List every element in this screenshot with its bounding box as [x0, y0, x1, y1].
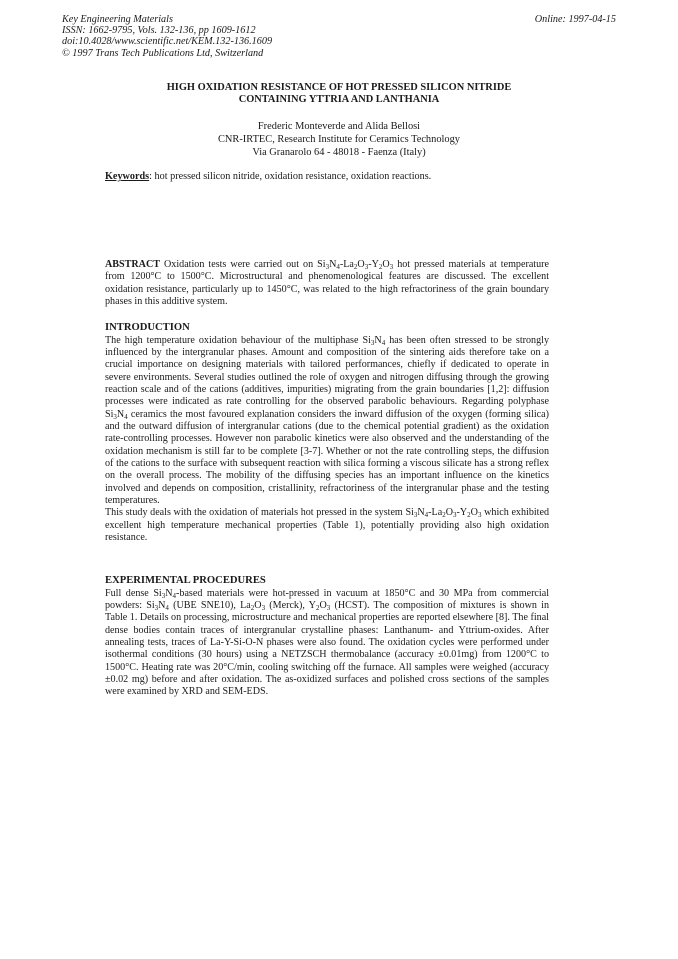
paper-title — [0, 82, 678, 106]
experimental-section — [105, 575, 549, 699]
introduction-paragraph-1: The high temperature oxidation behaviour of the multiphase $Si_3N_4$ has been often stressed to be strongly influenced by the intergranular phases. Amount and composition of the sintering aids therefore take on a crucial importance on designing materials with tailored performances, chiefly if dedicated to operate in severe environments. Several studies outlined the role of oxygen and nitrogen diffusing through the growing reaction scale and of the cations (additives, impurities) migrating from the grain boundaries [1,2]: diffusion processes were indicated as rate controlling for the observed parabolic behaviours. Regarding polyphase $Si_3N_4$ ceramics the most favoured explanation considers the inward diffusion of the oxygen (forming silica) and the outward diffusion of intergranular cations (due to the chemical potential gradient) as the oxidation rate-controlling processes. However non parabolic kinetics were also observed and the understanding of the oxidation mechanism is still far to be complete [3-7]. Whether or not the rate controlling steps, the diffusion of the cations to the surface with subsequent reaction with silica forming a viscous silicate has a strong reflex on the overall process. The mobility of the diffusing species has an important influence on the kinetics involved and depends on composition, cristallinity, refractoriness of the intergranular phase and the testing temperatures. — [105, 334, 549, 507]
title-line-1: HIGH OXIDATION RESISTANCE OF HOT PRESSED SILICON NITRIDE — [166, 82, 512, 93]
keywords-text: : hot pressed silicon nitride, oxidation resistance, oxidation reactions. — [149, 171, 432, 182]
author-address: Via Granarolo 64 - 48018 - Faenza (Italy) — [252, 147, 426, 158]
experimental-paragraph: Full dense $Si_3N_4$-based materials were hot-pressed in vacuum at 1850°C and 30 MPa from commercial powders: $Si_3N_4$ (UBE SNE10), $La_2O_3$ (Merck), $Y_2O_3$ (HCST). The composition of mixtures is shown in Table 1. Details on processing, microstructure and mechanical properties are reported elsewhere [8]. The final dense bodies contain traces of intergranular crystalline phases: Lanthanum- and Yttrium-oxides. After annealing tests, traces of La-Y-Si-O-N phases were also found. The oxidation cycles were performed under isothermal conditions (30 hours) using a NETZSCH thermobalance (accuracy ±0.01mg) from 1200°C to 1500°C. Heating rate was 20°C/min, cooling switching off the furnace. All samples were weighed (accuracy ±0.02 mg) before and after oxidation. The as-oxidized surfaces and polished cross sections of the samples were examined by XRD and SEM-EDS. — [105, 587, 549, 698]
copyright-line: © 1997 Trans Tech Publications Ltd, Switzerland — [62, 47, 264, 59]
title-line-2: CONTAINING YTTRIA AND LANTHANIA — [238, 94, 440, 105]
journal-header — [62, 14, 272, 59]
introduction-paragraph-2: This study deals with the oxidation of materials hot pressed in the system $Si_3N_4-La_2O_3-Y_2O_3$ which exhibited excellent high temperature mechanical properties (Table 1), potentially providing also high oxidation resistance. — [105, 507, 550, 544]
doi-line: doi:10.4028/www.scientific.net/KEM.132-136.1609 — [62, 36, 273, 48]
introduction-section — [105, 322, 549, 544]
abstract-section — [105, 259, 549, 308]
author-block — [0, 120, 678, 159]
experimental-heading: EXPERIMENTAL PROCEDURES — [105, 575, 266, 586]
keywords-line — [105, 171, 431, 182]
introduction-heading: INTRODUCTION — [105, 322, 190, 333]
keywords-label: Keywords — [105, 171, 150, 182]
abstract-paragraph: ABSTRACT Oxidation tests were carried out on $Si_3N_4-La_2O_3-Y_2O_3$ hot pressed materials at temperature from 1200°C to 1500°C. Microstructural and phenomenological features are discussed. The excellent oxidation resistance, particularly up to 1450°C, was related to the high refractoriness of the grain boundary phases in this additive system. — [105, 259, 549, 308]
issn-line: ISSN: 1662-9795, Vols. 132-136, pp 1609-1612 — [62, 25, 256, 37]
online-date: Online: 1997-04-15 — [534, 14, 616, 25]
author-names: Frederic Monteverde and Alida Bellosi — [257, 121, 421, 132]
journal-name: Key Engineering Materials — [62, 14, 173, 25]
author-affiliation: CNR-IRTEC, Research Institute for Ceramics Technology — [217, 134, 460, 145]
abstract-label: ABSTRACT — [105, 259, 160, 270]
